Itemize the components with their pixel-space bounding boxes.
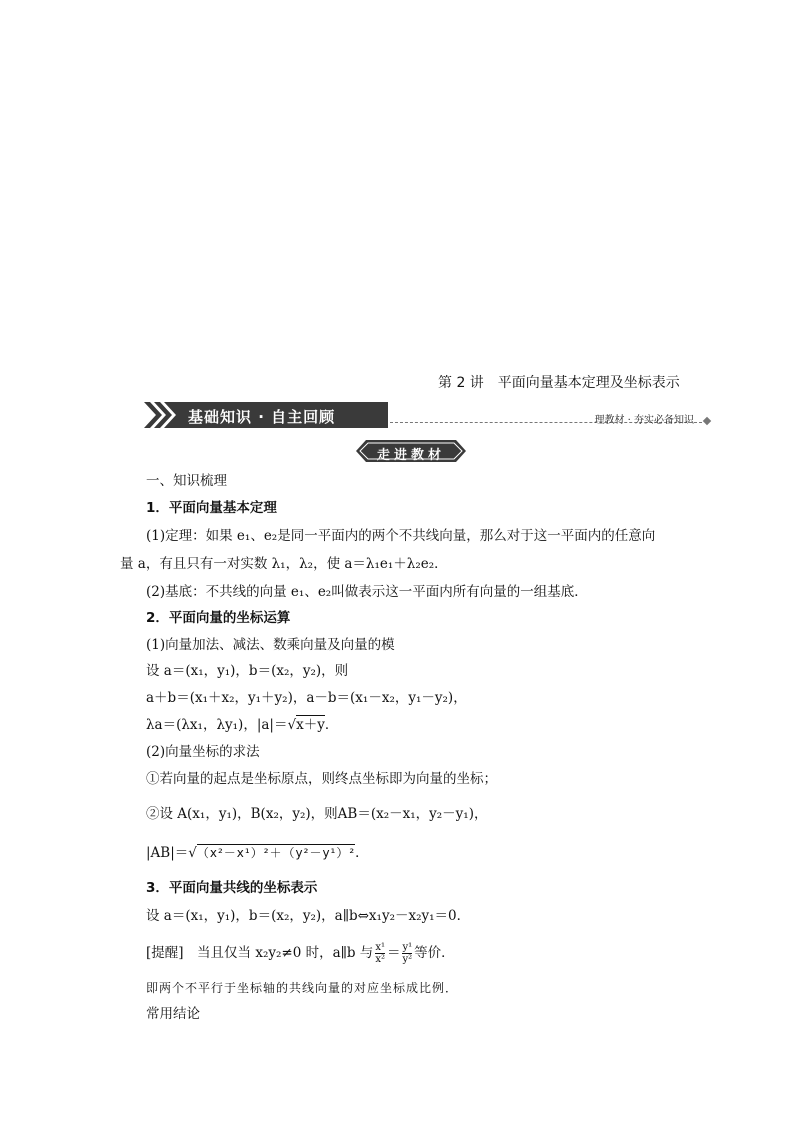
sqrt-radicand: x＋y bbox=[296, 717, 325, 733]
sqrt-sign: √ bbox=[188, 845, 197, 861]
sqrt-sign: √ bbox=[287, 717, 297, 733]
subbanner-label: 走进教材 bbox=[376, 448, 445, 463]
theorem-text-1: (1)定理：如果 e₁、e₂是同一平面内的两个不共线向量，那么对于这一平面内的任意向 bbox=[146, 528, 656, 544]
fraction-y-den: y² bbox=[402, 954, 413, 965]
sqrt-radicand: （x²－x¹）²＋（y²－y¹）² bbox=[196, 846, 356, 860]
ops-add-sub: a＋b＝(x₁＋x₂，y₁＋y₂)，a－b＝(x₁－x₂，y₁－y₂)， bbox=[146, 690, 467, 706]
fraction-x-num: x¹ bbox=[375, 942, 385, 953]
coord-method-1: ①若向量的起点是坐标原点，则终点坐标即为向量的坐标； bbox=[146, 771, 497, 787]
heading-theorem: 1．平面向量基本定理 bbox=[146, 500, 277, 516]
vector-length bbox=[146, 847, 369, 861]
coord-method-2: ②设 A(x₁，y₁)，B(x₂，y₂)，则AB＝(x₂－x₁，y₂－y₁)， bbox=[146, 806, 488, 822]
fraction-y-num: y¹ bbox=[402, 942, 413, 953]
reminder bbox=[146, 942, 455, 965]
coord-method-heading: (2)向量坐标的求法 bbox=[146, 744, 260, 760]
banner-subtitle: 理教材 · 夯实必备知识 bbox=[594, 415, 694, 426]
heading-coordinate-ops: 2．平面向量的坐标运算 bbox=[146, 610, 291, 626]
theorem-text-2: 量 a，有且只有一对实数 λ₁，λ₂，使 a＝λ₁e₁＋λ₂e₂． bbox=[120, 556, 448, 572]
heading-collinear: 3．平面向量共线的坐标表示 bbox=[146, 880, 318, 896]
reminder-end: 等价． bbox=[414, 945, 455, 961]
subsection-banner bbox=[356, 440, 466, 462]
heading-knowledge: 一、知识梳理 bbox=[146, 473, 227, 489]
reminder-text: [提醒] 当且仅当 x₂y₂≠0 时，a∥b 与 bbox=[146, 945, 374, 961]
vector-length-text: |AB|＝ bbox=[146, 845, 189, 861]
ops-given: 设 a＝(x₁，y₁)，b＝(x₂，y₂)，则 bbox=[146, 663, 349, 679]
vector-length-end: ． bbox=[355, 845, 369, 861]
reminder-note: 即两个不平行于坐标轴的共线向量的对应坐标成比例． bbox=[146, 981, 459, 995]
basis-text: (2)基底：不共线的向量 e₁、e₂叫做表示这一平面内所有向量的一组基底． bbox=[146, 584, 588, 600]
diamond-icon bbox=[703, 417, 711, 425]
fraction-x-den: x² bbox=[375, 954, 385, 965]
ops-subheading: (1)向量加法、减法、数乘向量及向量的模 bbox=[146, 637, 395, 653]
scalar-norm-end: ． bbox=[324, 717, 339, 733]
fraction-x bbox=[375, 942, 385, 965]
banner-label: 基础知识 · 自主回顾 bbox=[188, 408, 336, 426]
scalar-norm-text: λa＝(λx₁，λy₁)，|a|＝ bbox=[146, 717, 288, 733]
collinear-condition: 设 a＝(x₁，y₁)，b＝(x₂，y₂)，a∥b⇔x₁y₂－x₂y₁＝0． bbox=[146, 908, 471, 924]
ops-scalar-norm bbox=[146, 719, 338, 733]
heading-common-conclusions: 常用结论 bbox=[146, 1006, 200, 1022]
fraction-y bbox=[402, 942, 412, 965]
equals: ＝ bbox=[386, 945, 401, 961]
section-banner bbox=[144, 402, 712, 428]
page-title: 第 2 讲 平面向量基本定理及坐标表示 bbox=[438, 375, 680, 391]
